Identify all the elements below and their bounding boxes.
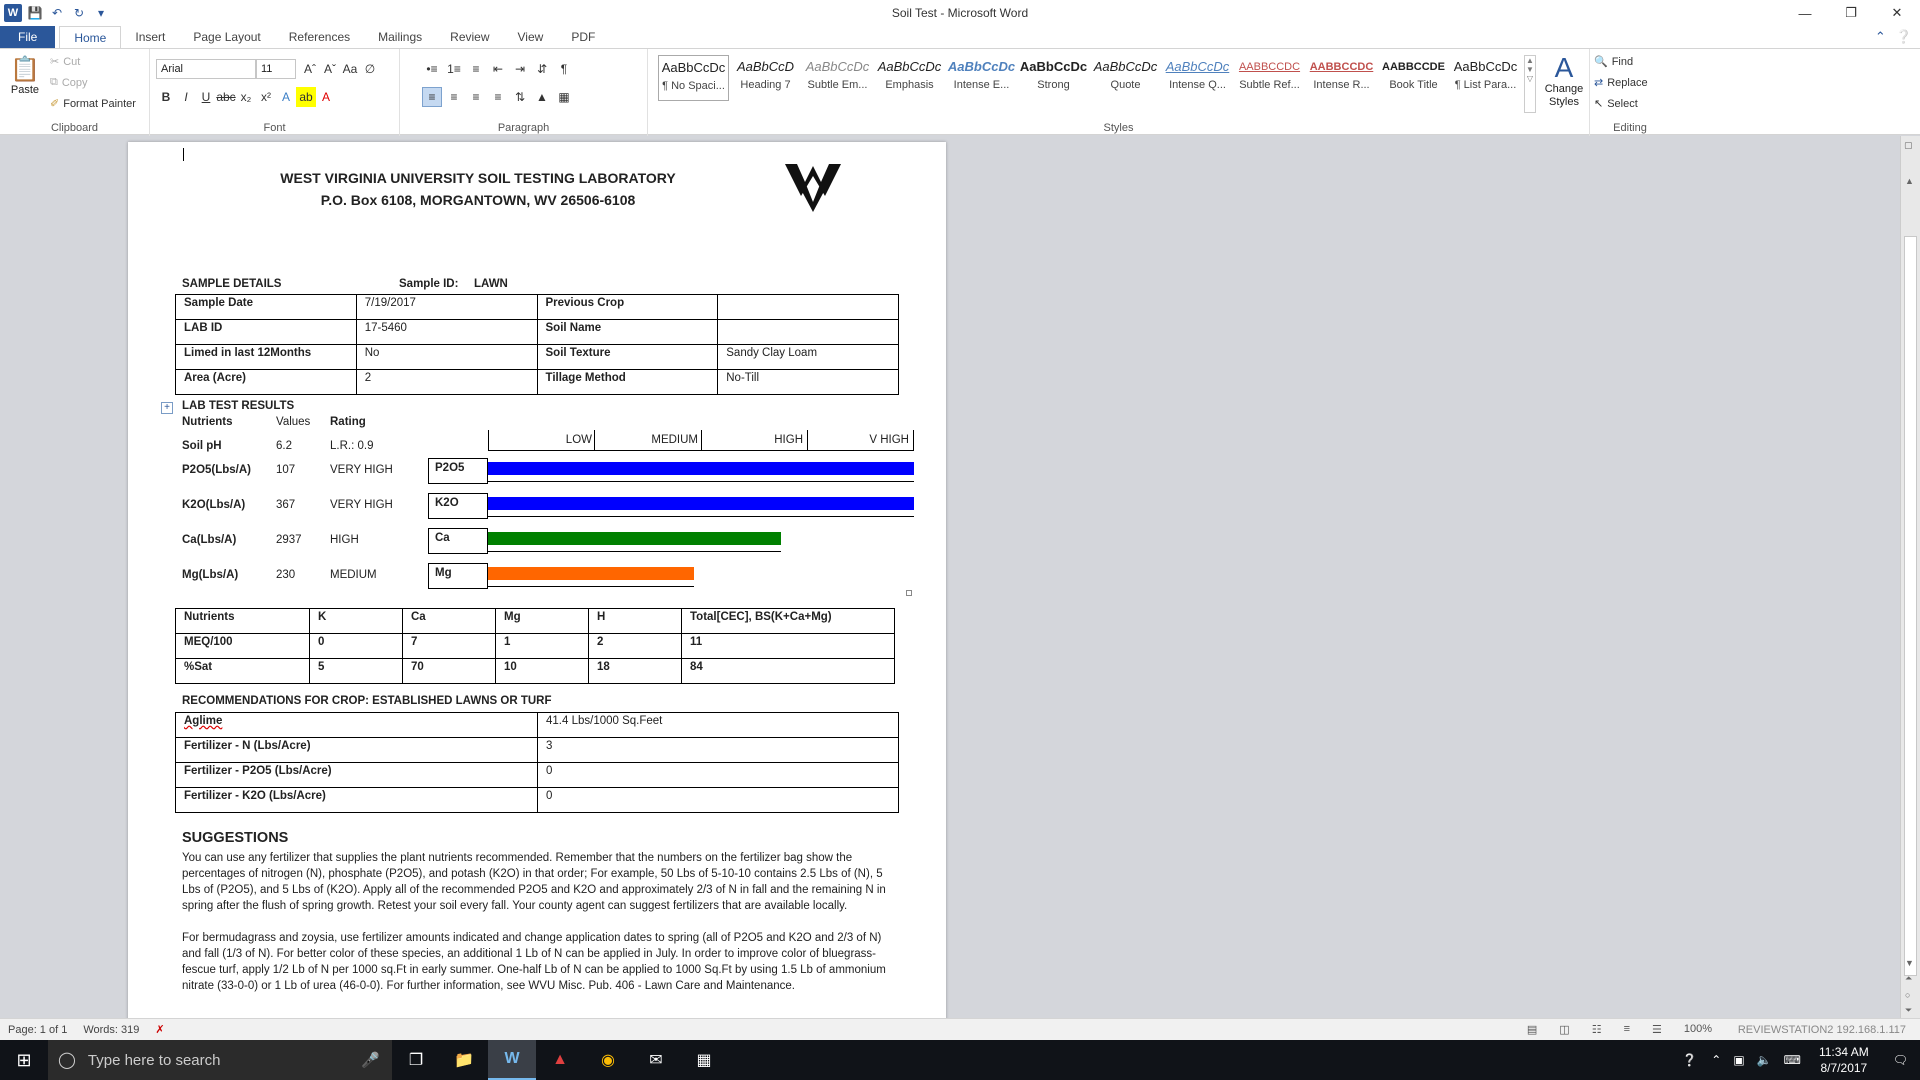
draft-icon[interactable]: ☰: [1651, 1024, 1662, 1036]
bar-baseline: [488, 516, 914, 517]
word-logo-icon[interactable]: W: [4, 4, 22, 22]
full-screen-reading-icon[interactable]: ◫: [1559, 1024, 1570, 1036]
outline-icon[interactable]: ≡: [1623, 1023, 1630, 1035]
sort-icon[interactable]: ⇵: [536, 62, 548, 76]
browse-object-icon[interactable]: ○: [1905, 990, 1911, 1000]
tab-references[interactable]: References: [288, 30, 351, 44]
decrease-indent-icon[interactable]: ⇤: [492, 62, 504, 76]
recommendations-label: RECOMMENDATIONS FOR CROP: ESTABLISHED LAWNS OR TURF: [182, 695, 552, 707]
paste-icon: 📋: [10, 56, 40, 83]
help-icon[interactable]: ❔: [1895, 29, 1912, 44]
tab-home[interactable]: Home: [59, 26, 121, 48]
mg-label: Mg(Lbs/A): [182, 569, 239, 581]
style-intense-quote[interactable]: AaBbCcDc Intense Q...: [1165, 59, 1230, 91]
windows-start-icon[interactable]: ⊞: [16, 1049, 32, 1070]
scale-baseline: [488, 450, 914, 451]
paragraph-label: Paragraph: [497, 122, 550, 134]
ca-value: 2937: [276, 534, 302, 546]
table-row: Sample Date 7/19/2017 Previous Crop: [176, 295, 899, 320]
justify-icon[interactable]: ≡: [494, 90, 502, 104]
replace-button[interactable]: ⇄ Replace: [1594, 76, 1648, 89]
mg-rating: MEDIUM: [330, 569, 377, 581]
table-row: %Sat 5 70 10 18 84: [176, 659, 895, 684]
proofing-icon[interactable]: ✗: [155, 1024, 165, 1036]
k2o-bar: [488, 497, 914, 510]
ribbon-tabs: [0, 26, 1920, 48]
word-taskbar-icon[interactable]: W: [488, 1040, 536, 1080]
p2o5-rating: VERY HIGH: [330, 464, 393, 476]
sample-id-value: LAWN: [474, 278, 508, 290]
quick-access-toolbar: [0, 4, 110, 22]
minimize-ribbon-icon[interactable]: ⌃: [1874, 29, 1886, 44]
font-group: [150, 49, 400, 136]
increase-indent-icon[interactable]: ⇥: [514, 62, 526, 76]
document-area: [0, 136, 1900, 1018]
soil-ph-label: Soil pH: [182, 440, 222, 452]
align-left-icon[interactable]: ≡: [422, 87, 442, 107]
change-styles-button[interactable]: A Change Styles: [1541, 53, 1587, 109]
lab-address-heading: P.O. Box 6108, MORGANTOWN, WV 26506-6108: [320, 192, 636, 208]
ribbon: [0, 48, 1920, 135]
rating-header: Rating: [330, 416, 366, 428]
k2o-box: K2O: [428, 493, 488, 519]
numbering-icon[interactable]: 1≡: [447, 62, 461, 76]
search-placeholder: Type here to search: [87, 1051, 221, 1069]
text-effects-icon[interactable]: A: [281, 90, 290, 104]
mg-box: Mg: [428, 563, 488, 589]
style-subtle-reference[interactable]: AABBCCDC Subtle Ref...: [1238, 61, 1301, 91]
nutrients-header: Nutrients: [182, 416, 233, 428]
restore-button[interactable]: ❐: [1845, 5, 1857, 20]
style-heading-7[interactable]: AaBbCcD Heading 7: [736, 59, 795, 91]
customize-qat-icon[interactable]: ▾: [97, 6, 105, 20]
brush-icon: ✐: [50, 98, 60, 110]
scale-vhigh: V HIGH: [869, 434, 909, 446]
copy-button[interactable]: ⧉ Copy: [50, 76, 88, 89]
tab-file[interactable]: File: [0, 26, 55, 48]
k2o-value: 367: [276, 499, 296, 511]
mg-value: 230: [276, 569, 296, 581]
find-button[interactable]: 🔍 Find: [1594, 55, 1634, 68]
binoculars-icon: 🔍: [1594, 56, 1608, 68]
system-tray: [1674, 1040, 1920, 1080]
status-bar: [0, 1018, 1920, 1040]
font-name-combo[interactable]: Arial: [156, 59, 256, 79]
ca-label: Ca(Lbs/A): [182, 534, 237, 546]
table-row: Fertilizer - P2O5 (Lbs/Acre) 0: [176, 763, 899, 788]
multilevel-list-icon[interactable]: ≡: [472, 62, 480, 76]
sample-id-label: Sample ID:: [399, 278, 459, 290]
save-icon[interactable]: 💾: [27, 6, 43, 20]
calculator-icon[interactable]: ▦: [696, 1052, 712, 1069]
page-count[interactable]: Page: 1 of 1: [8, 1023, 68, 1036]
keyboard-icon[interactable]: ⌨: [1783, 1053, 1801, 1067]
ruler-toggle-icon[interactable]: ▢: [1904, 140, 1913, 150]
font-label: Font: [263, 122, 286, 134]
highlight-icon[interactable]: ab: [296, 87, 316, 107]
file-explorer-icon[interactable]: 📁: [454, 1052, 474, 1069]
volume-icon[interactable]: 🔈: [1756, 1053, 1772, 1067]
style-subtle-emphasis[interactable]: AaBbCcDc Subtle Em...: [805, 59, 870, 91]
document-page[interactable]: [128, 142, 946, 1018]
k2o-label: K2O(Lbs/A): [182, 499, 246, 511]
style-list-paragraph[interactable]: AaBbCcDc ¶ List Para...: [1453, 59, 1518, 91]
lab-name-heading: WEST VIRGINIA UNIVERSITY SOIL TESTING LABORATORY: [280, 170, 676, 186]
shrink-font-icon[interactable]: Aˇ: [324, 62, 336, 76]
taskbar: [0, 1040, 1920, 1080]
task-view-icon[interactable]: ❐: [408, 1052, 424, 1069]
styles-group: [648, 49, 1590, 136]
tab-insert[interactable]: Insert: [135, 30, 166, 44]
resize-handle[interactable]: [906, 590, 912, 596]
soil-ph-lr: L.R.: 0.9: [330, 440, 374, 452]
mail-icon[interactable]: ✉: [649, 1052, 663, 1069]
subscript-icon[interactable]: x₂: [240, 90, 252, 104]
italic-icon[interactable]: I: [184, 90, 188, 104]
clock[interactable]: 11:34 AM 8/7/2017: [1818, 1045, 1869, 1075]
taskbar-search-box[interactable]: [48, 1040, 392, 1080]
p2o5-value: 107: [276, 464, 296, 476]
ca-rating: HIGH: [330, 534, 359, 546]
vertical-scrollbar[interactable]: [1900, 136, 1920, 1018]
paste-button[interactable]: 📋 Paste: [8, 55, 42, 96]
styles-scroll[interactable]: ▲ ▼ ▽: [1524, 55, 1536, 113]
table-row: Fertilizer - N (Lbs/Acre) 3: [176, 738, 899, 763]
table-row: LAB ID 17-5460 Soil Name: [176, 320, 899, 345]
clipboard-label: Clipboard: [50, 122, 99, 134]
align-center-icon[interactable]: ≡: [450, 90, 458, 104]
remote-session-label: REVIEWSTATION2 192.168.1.117: [1737, 1023, 1906, 1036]
suggestion-paragraph-2: For bermudagrass and zoysia, use fertilizer amounts indicated and change application dates to spring (all of P2O5 and K2O and 2/3 of N) and fall (1/3 of N). For better color of these species, an additional 1 Lb of N can be applied in July. In order to improve color of bluegrass-fescue turf, apply 1/2 Lb of N per 1000 sq.Ft in early summer. One-half Lb of N can be applied to 1000 Sq.Ft by using 1.5 Lb of ammonium nitrate (33-0-0) or 1 Lb of urea (46-0-0). For further information, see WVU Misc. Pub. 406 - Lawn Care and Maintenance.: [182, 932, 886, 992]
p2o5-box: P2O5: [428, 458, 488, 484]
style-emphasis[interactable]: AaBbCcDc Emphasis: [877, 59, 942, 91]
ca-box: Ca: [428, 528, 488, 554]
web-layout-icon[interactable]: ☷: [1591, 1024, 1602, 1036]
show-formatting-icon[interactable]: ¶: [560, 62, 568, 76]
tab-page-layout[interactable]: Page Layout: [193, 30, 261, 44]
minimize-button[interactable]: —: [1798, 5, 1812, 21]
bullets-icon[interactable]: •≡: [426, 62, 438, 76]
scale-low: LOW: [565, 434, 592, 446]
wvu-logo-icon: [783, 154, 843, 214]
sample-details-label: SAMPLE DETAILS: [182, 278, 282, 290]
window-title: Soil Test - Microsoft Word: [891, 6, 1029, 20]
borders-icon[interactable]: ▦: [558, 90, 570, 104]
superscript-icon[interactable]: x²: [261, 90, 271, 104]
table-row: Limed in last 12Months No Soil Texture Sandy Clay Loam: [176, 345, 899, 370]
style-book-title[interactable]: AABBCCDE Book Title: [1382, 61, 1445, 91]
table-row: Fertilizer - K2O (Lbs/Acre) 0: [176, 788, 899, 813]
style-intense-reference[interactable]: AABBCCDC Intense R...: [1309, 61, 1374, 91]
change-styles-icon: A: [1554, 52, 1574, 83]
microphone-icon[interactable]: 🎤: [361, 1052, 380, 1069]
bar-baseline: [488, 586, 694, 587]
k2o-rating: VERY HIGH: [330, 499, 393, 511]
previous-page-icon[interactable]: ⏶: [1905, 973, 1913, 983]
undo-icon[interactable]: ↶: [51, 6, 63, 20]
p2o5-label: P2O5(Lbs/A): [182, 464, 252, 476]
cec-table: [175, 608, 895, 684]
suggestion-paragraph-1: You can use any fertilizer that supplies the plant nutrients recommended. Remember that the numbers on the fertilizer bag show the percentages of nitrogen (N), phosphate (P2O5), and potash (K2O) in that order; For example, 50 Lbs of 5-10-10 contains 2.5 Lbs of (N), 5 Lbs of (P2O5), and 5 Lbs of (K2O). Apply all of the recommended P2O5 and K2O and approximately 2/3 of N in fall and the remaining N in spring after the flush of spring growth. Retest your soil every fall. Your county agent can suggest fertilizers that are available locally.: [182, 852, 886, 912]
text-cursor: [183, 148, 184, 161]
replace-icon: ⇄: [1594, 77, 1604, 89]
cut-button[interactable]: ✂ Cut: [50, 55, 81, 68]
bar-baseline: [488, 551, 781, 552]
change-case-icon[interactable]: Aa: [342, 62, 358, 76]
strikethrough-icon[interactable]: abc: [216, 90, 236, 104]
shading-icon[interactable]: ▲: [536, 90, 548, 104]
scale-medium: MEDIUM: [651, 434, 698, 446]
word-count[interactable]: Words: 319: [83, 1023, 140, 1036]
tab-review[interactable]: Review: [450, 30, 490, 44]
select-button[interactable]: ↖ Select: [1594, 97, 1638, 110]
print-layout-icon[interactable]: ▤: [1526, 1024, 1538, 1036]
lab-results-label: LAB TEST RESULTS: [182, 400, 295, 412]
grow-font-icon[interactable]: Aˆ: [304, 62, 316, 76]
paragraph-group: [400, 49, 648, 136]
table-move-handle-icon[interactable]: +: [161, 402, 173, 414]
tab-mailings[interactable]: Mailings: [378, 30, 423, 44]
zoom-level[interactable]: 100%: [1683, 1023, 1712, 1035]
scissors-icon: ✂: [50, 56, 60, 68]
cortana-icon: ◯: [58, 1052, 76, 1069]
font-color-icon[interactable]: A: [321, 90, 330, 104]
chrome-icon[interactable]: ◉: [601, 1052, 615, 1069]
scroll-up-icon[interactable]: ▲: [1905, 176, 1914, 186]
scale-high: HIGH: [774, 434, 803, 446]
help-tray-icon[interactable]: ❔: [1682, 1053, 1698, 1067]
format-painter-button[interactable]: ✐ Format Painter: [50, 97, 136, 110]
bold-icon[interactable]: B: [161, 90, 171, 104]
p2o5-bar: [488, 462, 914, 475]
suggestions-heading: SUGGESTIONS: [182, 830, 289, 846]
clear-formatting-icon[interactable]: ∅: [364, 62, 376, 76]
recommendations-table: [175, 712, 899, 813]
network-icon[interactable]: ▣: [1733, 1053, 1745, 1067]
table-row: Nutrients K Ca Mg H Total[CEC], BS(K+Ca+Mg): [176, 609, 895, 634]
ca-bar: [488, 532, 781, 545]
style-no-spacing[interactable]: AaBbCcDc ¶ No Spaci...: [658, 55, 729, 101]
copy-icon: ⧉: [50, 76, 58, 88]
font-size-combo[interactable]: 11: [256, 59, 296, 79]
next-page-icon[interactable]: ⏷: [1905, 1005, 1913, 1015]
align-right-icon[interactable]: ≡: [472, 90, 480, 104]
soil-ph-value: 6.2: [276, 440, 292, 452]
acrobat-icon[interactable]: ▲: [552, 1051, 568, 1068]
close-button[interactable]: ✕: [1891, 5, 1903, 20]
mg-bar: [488, 567, 694, 580]
sample-details-table: [175, 294, 899, 395]
scroll-thumb[interactable]: [1904, 236, 1917, 976]
redo-icon[interactable]: ↻: [73, 6, 85, 20]
cursor-icon: ↖: [1594, 98, 1604, 110]
show-hidden-icons[interactable]: ⌃: [1711, 1053, 1722, 1067]
style-intense-emphasis[interactable]: AaBbCcDc Intense E...: [947, 59, 1016, 91]
table-row: Area (Acre) 2 Tillage Method No-Till: [176, 370, 899, 395]
style-strong[interactable]: AaBbCcDc Strong: [1019, 59, 1088, 91]
tab-view[interactable]: View: [517, 30, 544, 44]
editing-group: [1590, 49, 1670, 136]
title-bar: [0, 0, 1920, 26]
table-row: Aglime 41.4 Lbs/1000 Sq.Feet: [176, 713, 899, 738]
editing-label: Editing: [1613, 122, 1647, 134]
styles-label: Styles: [1103, 122, 1134, 134]
scroll-down-icon[interactable]: ▼: [1905, 958, 1914, 968]
scale-tick: [913, 430, 914, 450]
style-quote[interactable]: AaBbCcDc Quote: [1093, 59, 1158, 91]
line-spacing-icon[interactable]: ⇅: [514, 90, 526, 104]
table-row: MEQ/100 0 7 1 2 11: [176, 634, 895, 659]
bar-baseline: [488, 481, 914, 482]
notifications-icon[interactable]: 🗨: [1892, 1053, 1908, 1067]
values-header: Values: [276, 416, 311, 428]
clipboard-group: [0, 49, 150, 136]
tab-pdf[interactable]: PDF: [571, 30, 596, 44]
underline-icon[interactable]: U: [201, 90, 211, 104]
